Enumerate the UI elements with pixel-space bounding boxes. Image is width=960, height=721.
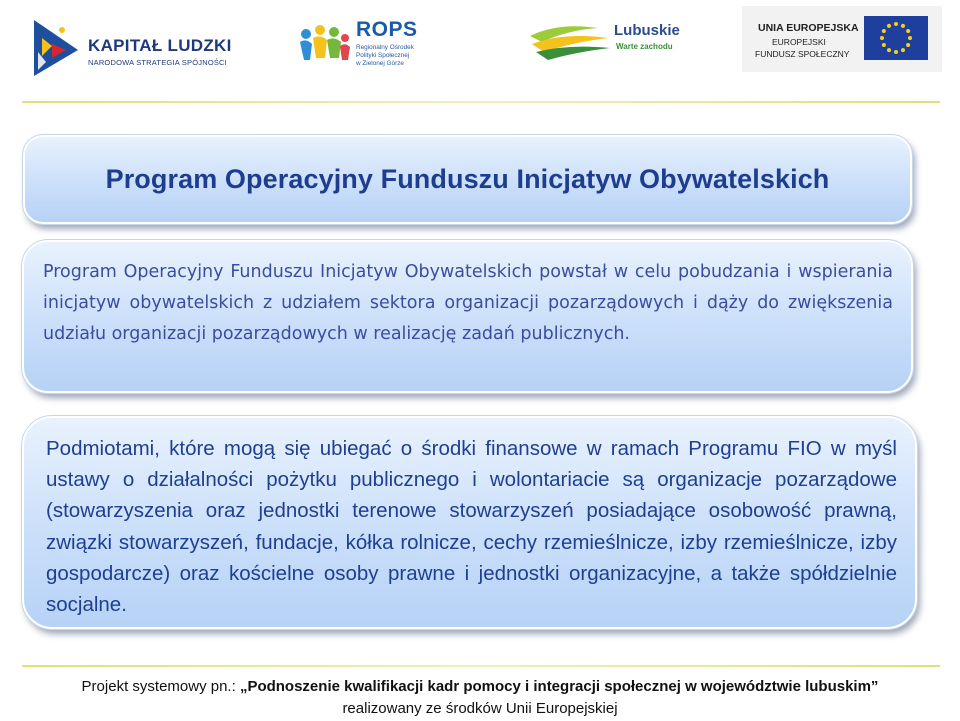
eu-logo [742,6,942,72]
kapital-ludzki-subtitle: NARODOWA STRATEGIA SPÓJNOŚCI [88,58,227,67]
rops-figures-icon [298,20,350,68]
lubuskie-logo [528,16,688,64]
eu-star [906,43,910,47]
rops-logo [298,14,438,78]
kapital-ludzki-star-icon [32,16,80,78]
eu-line3: FUNDUSZ SPOŁECZNY [755,49,850,59]
eligibility-paragraph: Podmiotami, które mogą się ubiegać o środki finansowe w ramach Programu FIO w myśl ustawy o działalności pożytku publicznego i wolontariacie są organizacje pozarządowe (stowarzyszenia oraz jednostki terenowe stowarzyszeń posiadające osobowość prawną, związki stowarzyszeń, fundacje, kółka rolnicze, cechy rzemieślnicze, izby rzemieślnicze, izby gospodarcze) oraz kościelne osoby prawne i jednostki organizacyjne, a także spółdzielnie socjalne. [46,437,897,617]
eu-star [908,36,912,40]
eu-line2: EUROPEJSKI [772,37,826,47]
footer [0,676,960,720]
eu-star [901,24,905,28]
footer-line1 [0,676,960,698]
title-panel [23,135,912,224]
intro-paragraph: Program Operacyjny Funduszu Inicjatyw Obywatelskich powstał w celu pobudzania i wspierania inicjatyw obywatelskich z udziałem sektora organizacji pozarządowych i dąży do zwiększenia udziału organizacji pozarządowych w realizację zadań publicznych. [43,262,893,344]
rops-title: ROPS [356,18,418,41]
kapital-ludzki-logo [32,16,242,82]
eu-star [880,36,884,40]
eu-star [894,50,898,54]
eligibility-panel [22,416,917,629]
eu-star [882,29,886,33]
kapital-ludzki-title: KAPITAŁ LUDZKI [88,36,232,55]
eu-star [882,43,886,47]
rops-subtitle-line: Regionalny Ośrodek [356,44,414,51]
intro-panel [22,240,913,393]
eu-flag-icon [864,16,928,60]
lubuskie-title: Lubuskie [614,22,680,39]
top-divider [22,101,940,103]
lubuskie-swoosh-icon [528,18,612,62]
eu-star [887,48,891,52]
footer-project-name: „Podnoszenie kwalifikacji kadr pomocy i integracji społecznej w województwie lubuskim” [239,678,879,695]
eu-star [887,24,891,28]
rops-subtitle-line: w Zielonej Górze [356,60,404,67]
eu-star [901,48,905,52]
eu-star [894,22,898,26]
logo-bar [0,0,960,100]
bottom-divider [22,665,940,667]
rops-subtitle [356,44,436,68]
rops-subtitle-line: Polityki Społecznej [356,52,410,59]
page-title: Program Operacyjny Funduszu Inicjatyw Obywatelskich [105,164,830,194]
eu-line1: UNIA EUROPEJSKA [758,22,859,34]
footer-line2: realizowany ze środków Unii Europejskiej [342,700,618,717]
footer-prefix: Projekt systemowy pn.: [81,678,240,695]
eu-star [906,29,910,33]
lubuskie-subtitle: Warte zachodu [616,42,673,51]
